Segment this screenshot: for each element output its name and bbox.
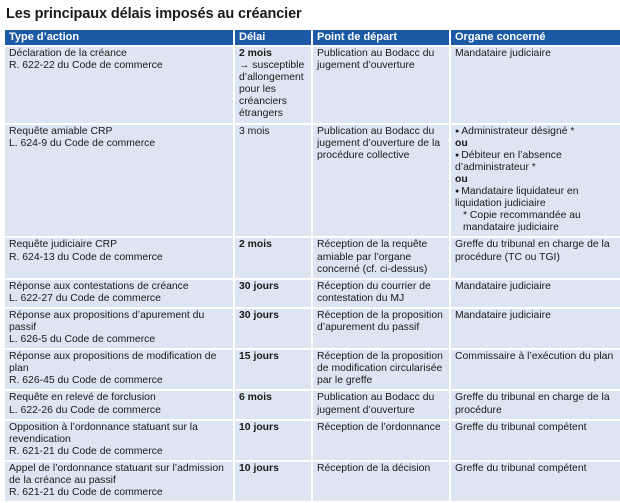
action-ref: L. 622-26 du Code de commerce <box>9 404 161 416</box>
action-ref: R. 624-13 du Code de commerce <box>9 251 163 263</box>
action-ref: R. 621-21 du Code de commerce <box>9 445 163 457</box>
table-row <box>5 350 620 389</box>
action-label: Réponse aux contestations de créance <box>9 280 189 292</box>
cell-depart: Réception de la proposition de modification circularisée par le greffe <box>313 350 449 389</box>
cell-action <box>5 350 233 389</box>
cell-delai <box>235 47 311 123</box>
header-type-action: Type d’action <box>5 30 233 45</box>
cell-action <box>5 462 233 501</box>
cell-delai: 30 jours <box>235 280 311 307</box>
organe-note: * Copie recommandée au mandataire judiciaire <box>463 210 581 234</box>
action-ref: L. 624-9 du Code de commerce <box>9 137 156 149</box>
organe-or: ou <box>455 137 468 149</box>
cell-organe <box>451 125 620 237</box>
table-header-row <box>5 30 620 45</box>
table-row <box>5 125 620 237</box>
action-label: Requête amiable CRP <box>9 125 113 137</box>
cell-depart: Réception de l’ordonnance <box>313 421 449 460</box>
cell-depart: Réception de la requête amiable par l’organe concerné (cf. ci-dessus) <box>313 238 449 277</box>
cell-delai: 15 jours <box>235 350 311 389</box>
cell-depart: Réception du courrier de contestation du MJ <box>313 280 449 307</box>
table-row <box>5 391 620 418</box>
cell-delai: 6 mois <box>235 391 311 418</box>
action-label: Appel de l’ordonnance statuant sur l’admission de la créance au passif <box>9 462 224 486</box>
action-ref: L. 622-27 du Code de commerce <box>9 292 161 304</box>
cell-delai: 30 jours <box>235 309 311 348</box>
action-label: Réponse aux propositions de modification de plan <box>9 351 217 375</box>
cell-delai: 2 mois <box>235 238 311 277</box>
delais-table <box>3 28 620 503</box>
action-label: Réponse aux propositions d’apurement du passif <box>9 309 205 333</box>
cell-organe: Greffe du tribunal compétent <box>451 421 620 460</box>
delai-value: 2 mois <box>239 48 272 59</box>
cell-action <box>5 280 233 307</box>
table-row <box>5 462 620 501</box>
action-label: Requête judiciaire CRP <box>9 239 118 251</box>
cell-action <box>5 47 233 123</box>
organe-item: ● Débiteur en l’absence d’administrateur * <box>455 150 619 174</box>
delai-note: → susceptible d’allongement pour les créanciers étrangers <box>239 60 305 120</box>
organe-item: ● Mandataire liquidateur en liquidation judiciaire <box>455 186 619 210</box>
table-row <box>5 309 620 348</box>
action-label: Requête en relevé de forclusion <box>9 392 156 404</box>
cell-organe: Greffe du tribunal en charge de la procédure <box>451 391 620 418</box>
table-row <box>5 280 620 307</box>
cell-depart: Publication au Bodacc du jugement d’ouverture <box>313 391 449 418</box>
action-ref: R. 622-22 du Code de commerce <box>9 60 163 72</box>
cell-organe: Greffe du tribunal en charge de la procédure (TC ou TGI) <box>451 238 620 277</box>
cell-organe: Mandataire judiciaire <box>451 47 620 123</box>
cell-organe: Greffe du tribunal compétent <box>451 462 620 501</box>
header-delai: Délai <box>235 30 311 45</box>
cell-depart: Réception de la décision <box>313 462 449 501</box>
organe-item: ● Administrateur désigné * <box>455 126 619 138</box>
cell-organe: Mandataire judiciaire <box>451 280 620 307</box>
organe-or: ou <box>455 173 468 185</box>
header-organe: Organe concerné <box>451 30 620 45</box>
cell-depart: Publication au Bodacc du jugement d’ouverture <box>313 47 449 123</box>
cell-organe: Mandataire judiciaire <box>451 309 620 348</box>
cell-depart: Réception de la proposition d’apurement du passif <box>313 309 449 348</box>
cell-delai: 10 jours <box>235 421 311 460</box>
table-row <box>5 47 620 123</box>
action-label: Opposition à l’ordonnance statuant sur la revendication <box>9 421 198 445</box>
table-row <box>5 421 620 460</box>
action-ref: L. 626-5 du Code de commerce <box>9 334 156 346</box>
cell-organe: Commissaire à l’exécution du plan <box>451 350 620 389</box>
cell-action <box>5 391 233 418</box>
page-title: Les principaux délais imposés au créancier <box>6 6 302 22</box>
action-ref: R. 621-21 du Code de commerce <box>9 487 163 499</box>
cell-depart: Publication au Bodacc du jugement d’ouverture de la procédure collective <box>313 125 449 237</box>
cell-delai: 3 mois <box>235 125 311 237</box>
cell-action <box>5 125 233 237</box>
table-row <box>5 238 620 277</box>
action-label: Déclaration de la créance <box>9 48 127 59</box>
cell-action <box>5 421 233 460</box>
cell-action <box>5 238 233 277</box>
header-point-depart: Point de départ <box>313 30 449 45</box>
cell-action <box>5 309 233 348</box>
cell-delai: 10 jours <box>235 462 311 501</box>
action-ref: R. 626-45 du Code de commerce <box>9 375 163 387</box>
